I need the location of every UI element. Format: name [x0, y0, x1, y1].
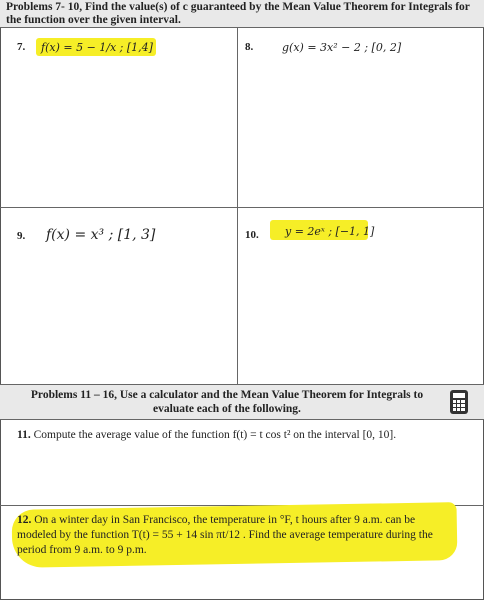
- calculator-icon: [450, 390, 468, 414]
- problem-10-number: 10.: [245, 229, 259, 241]
- question-11-text: Compute the average value of the function f(t) = t cos t² on the interval [0, 10].: [33, 429, 397, 441]
- question-11: [17, 428, 477, 443]
- question-12-number: 12.: [17, 514, 32, 526]
- question-12: [17, 513, 457, 558]
- question-11-number: 11.: [17, 429, 31, 441]
- section2-header: [0, 384, 484, 420]
- problem-9-number: 9.: [17, 230, 26, 242]
- problem-8-expression: g(x) = 3x² − 2 ; [0, 2]: [282, 41, 402, 54]
- problem-7-expression: f(x) = 5 − 1/x ; [1,4]: [41, 41, 153, 54]
- problem-8-number: 8.: [245, 41, 254, 53]
- problem-9-expression: f(x) = x³ ; [1, 3]: [46, 227, 156, 243]
- problem-10-expression: y = 2eˣ ; [−1, 1]: [285, 225, 375, 238]
- section1-header: [0, 0, 484, 28]
- grid-divider-vertical: [237, 28, 238, 384]
- problem-7-number: 7.: [17, 41, 26, 53]
- grid-divider-horizontal: [0, 207, 484, 208]
- section1-header-text: Problems 7- 10, Find the value(s) of c guaranteed by the Mean Value Theorem for Integrals for the function over the given interval.: [6, 1, 470, 26]
- question-12-text: On a winter day in San Francisco, the temperature in °F, t hours after 9 a.m. can be modeled by the function T(t) = 55 + 14 sin πt/12 . Find the average temperature during the period from 9 a.m. to 9 p.m.: [17, 514, 433, 556]
- section2-header-text: Problems 11 – 16, Use a calculator and the Mean Value Theorem for Integrals to evaluate each of the following.: [30, 389, 424, 415]
